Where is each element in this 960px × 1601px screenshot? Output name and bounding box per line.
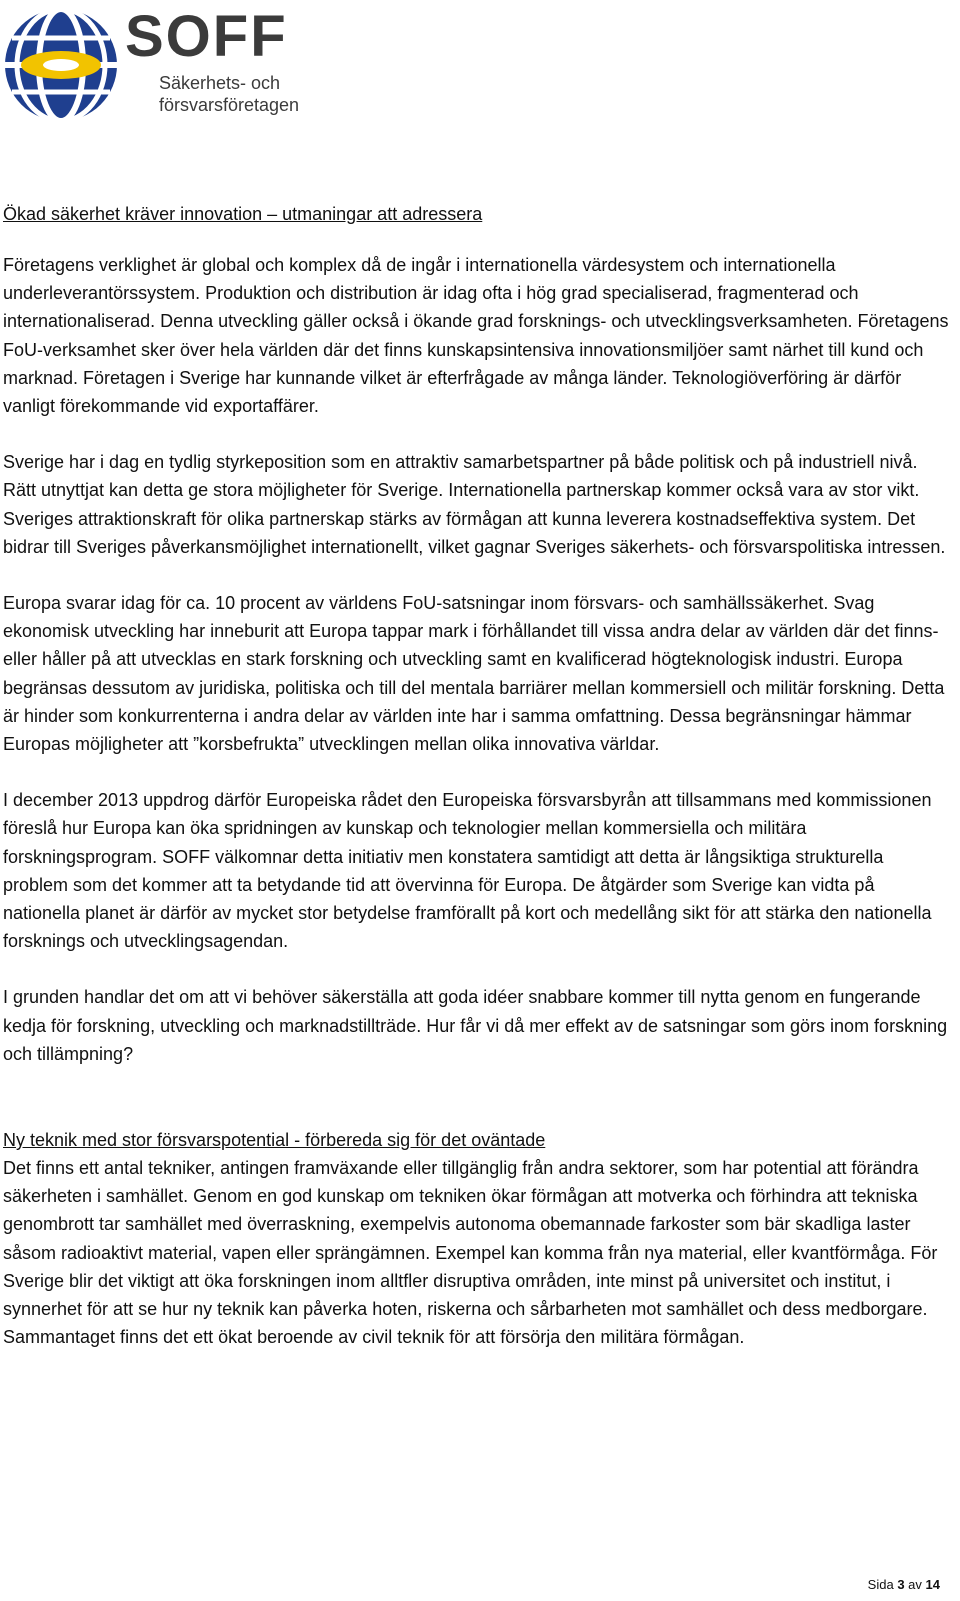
soff-logo [0,0,300,125]
page-label: Sida [867,1577,894,1592]
section-heading-innovation: Ökad säkerhet kräver innovation – utmaningar att adressera [3,204,483,224]
total-pages: 14 [925,1577,940,1592]
paragraph-global-complexity: Företagens verklighet är global och komplex då de ingår i internationella värdesystem och internationella underleverantörssystem. Produktion och distribution är idag ofta i hög grad specialiserad, fragmenterad och internationaliserad. Denna utveckling gäller också i ökande grad forsknings- och utvecklingsverksamheten. Företagens FoU-verksamhet sker över hela världen där det finns kunskapsintensiva innovationsmiljöer samt närhet till kund och marknad. Företagen i Sverige har kunnande vilket är efterfrågade av många länder. Teknologiöverföring är därför vanligt förekommande vid exportaffärer. [3,255,949,417]
logo-name: SOFF [125,4,288,69]
paragraph-sweden-strength: Sverige har i dag en tydlig styrkeposition som en attraktiv samarbetspartner på både politisk och på industriell nivå. Rätt utnyttjat kan detta ge stora möjligheter för Sverige. Internationella partnerskap kommer också vara av stor vikt. Sveriges attraktionskraft för olika partnerskap stärks av förmågan att kunna leverera kostnadseffektiva system. Det bidrar till Sveriges påverkansmöjlighet internationellt, vilket gagnar Sveriges säkerhets- och försvarspolitiska intressen. [3,452,946,557]
section-heading-new-technology: Ny teknik med stor försvarspotential - förbereda sig för det oväntade [3,1130,546,1151]
paragraph-good-ideas: I grunden handlar det om att vi behöver säkerställa att goda idéer snabbare kommer till nytta genom en fungerande kedja för forskning, utveckling och marknadstillträde. Hur får vi då mer effekt av de satsningar som görs inom forskning och tillämpning? [3,987,948,1064]
document-body [3,200,953,1352]
globe-emblem-icon [2,6,120,124]
paragraph-december-2013: I december 2013 uppdrog därför Europeiska rådet den Europeiska försvarsbyrån att tillsammans med kommissionen föreslå hur Europa kan öka spridningen av kunskap och teknologier mellan kommersiella och militära forskningsprogram. SOFF välkomnar detta initiativ men konstatera samtidigt att detta är långsiktiga strukturella problem som det kommer att ta betydande tid att övervinna för Europa. De åtgärder som Sverige kan vidta på nationella planet är därför av mycket stor betydelse framförallt på kort och medellång sikt för att stärka den nationella forsknings och utvecklingsagendan. [3,790,932,952]
page-number [868,1577,940,1592]
paragraph-europe-research: Europa svarar idag för ca. 10 procent av världens FoU-satsningar inom försvars- och samhällssäkerhet. Svag ekonomisk utveckling har inneburit att Europa tappar mark i förhållandet till vissa andra delar av världen där det finns- eller håller på att utvecklas en stark forskning och utveckling samt en kvalificerad högteknologisk industri. Europa begränsas dessutom av juridiska, politiska och till del mentala barriärer mellan kommersiell och militär forskning. Detta är hinder som konkurrenterna i andra delar av världen inte har i samma omfattning. Dessa begränsningar hämmar Europas möjligheter att ”korsbefrukta” utvecklingen mellan olika innovativa världar. [3,593,945,755]
page-separator: av [908,1577,922,1592]
current-page: 3 [897,1577,905,1592]
paragraph-new-technology: Det finns ett antal tekniker, antingen framväxande eller tillgänglig från andra sektorer, som har potential att förändra säkerheten i samhället. Genom en god kunskap om tekniken ökar förmågan att motverka och förhindra att tekniska genombrott tar samhället med överraskning, exempelvis autonoma obemannade farkoster som bär skadliga laster såsom radioaktivt material, vapen eller sprängämnen. Exempel kan komma från nya material, eller kvantförmåga. För Sverige blir det viktigt att öka forskningen inom alltfler disruptiva områden, inte minst på universitet och institut, i synnerhet för att se hur ny teknik kan påverka hoten, riskerna och sårbarheten mot samhället och dess medborgare. Sammantaget finns det ett ökat beroende av civil teknik för att försörja den militära förmågan. [3,1158,938,1348]
logo-subtitle-line1: Säkerhets- och [159,73,281,93]
logo-subtitle [159,72,299,116]
logo-subtitle-line2: försvarsföretagen [159,95,300,115]
